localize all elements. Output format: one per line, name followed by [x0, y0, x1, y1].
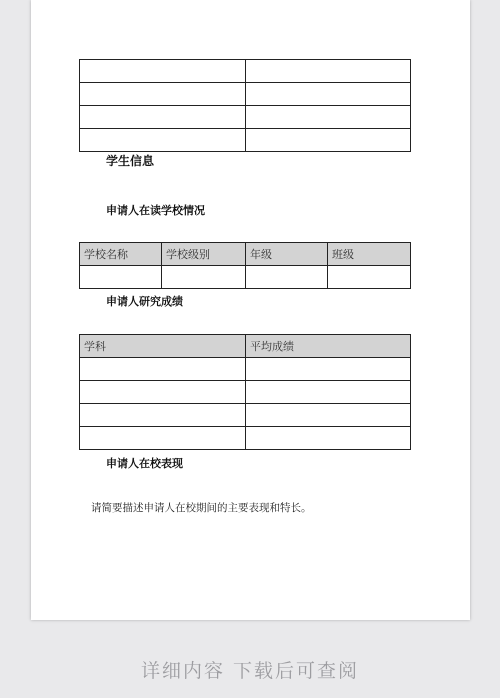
table-row: [80, 266, 411, 289]
table-cell: [246, 404, 411, 427]
download-notice-banner: [0, 640, 500, 698]
table-header-row: [80, 335, 411, 358]
column-header-school-level: 学校级别: [162, 243, 246, 266]
school-status-table: [79, 242, 411, 289]
table-cell: [80, 83, 246, 106]
table-cell: [328, 266, 411, 289]
performance-heading: 申请人在校表现: [106, 457, 183, 470]
table-row: [80, 129, 411, 152]
table-cell: [246, 129, 411, 152]
top-blank-table: [79, 59, 411, 152]
research-table: [79, 334, 411, 450]
table-cell: [80, 266, 162, 289]
table-cell: [246, 266, 328, 289]
document-page: [31, 0, 470, 620]
table-cell: [80, 358, 246, 381]
column-header-subject: 学科: [80, 335, 246, 358]
column-header-school-name: 学校名称: [80, 243, 162, 266]
table-row: [80, 358, 411, 381]
table-cell: [162, 266, 246, 289]
table-cell: [80, 106, 246, 129]
research-heading: 申请人研究成绩: [106, 295, 183, 308]
table-row: [80, 106, 411, 129]
table-row: [80, 381, 411, 404]
column-header-average-score: 平均成绩: [246, 335, 411, 358]
table-cell: [80, 129, 246, 152]
table-cell: [246, 381, 411, 404]
performance-prompt: 请简要描述申请人在校期间的主要表现和特长。: [91, 502, 312, 514]
table-cell: [80, 404, 246, 427]
table-cell: [80, 427, 246, 450]
school-status-heading: 申请人在读学校情况: [106, 204, 205, 217]
table-cell: [80, 381, 246, 404]
table-row: [80, 83, 411, 106]
table-row: [80, 404, 411, 427]
column-header-grade: 年级: [246, 243, 328, 266]
student-info-heading: 学生信息: [106, 154, 155, 168]
table-cell: [246, 60, 411, 83]
table-cell: [246, 83, 411, 106]
table-row: [80, 427, 411, 450]
table-cell: [80, 60, 246, 83]
column-header-class: 班级: [328, 243, 411, 266]
table-cell: [246, 358, 411, 381]
download-notice-label: 详细内容 下载后可查阅: [140, 659, 360, 682]
table-cell: [246, 427, 411, 450]
table-cell: [246, 106, 411, 129]
table-header-row: [80, 243, 411, 266]
table-row: [80, 60, 411, 83]
